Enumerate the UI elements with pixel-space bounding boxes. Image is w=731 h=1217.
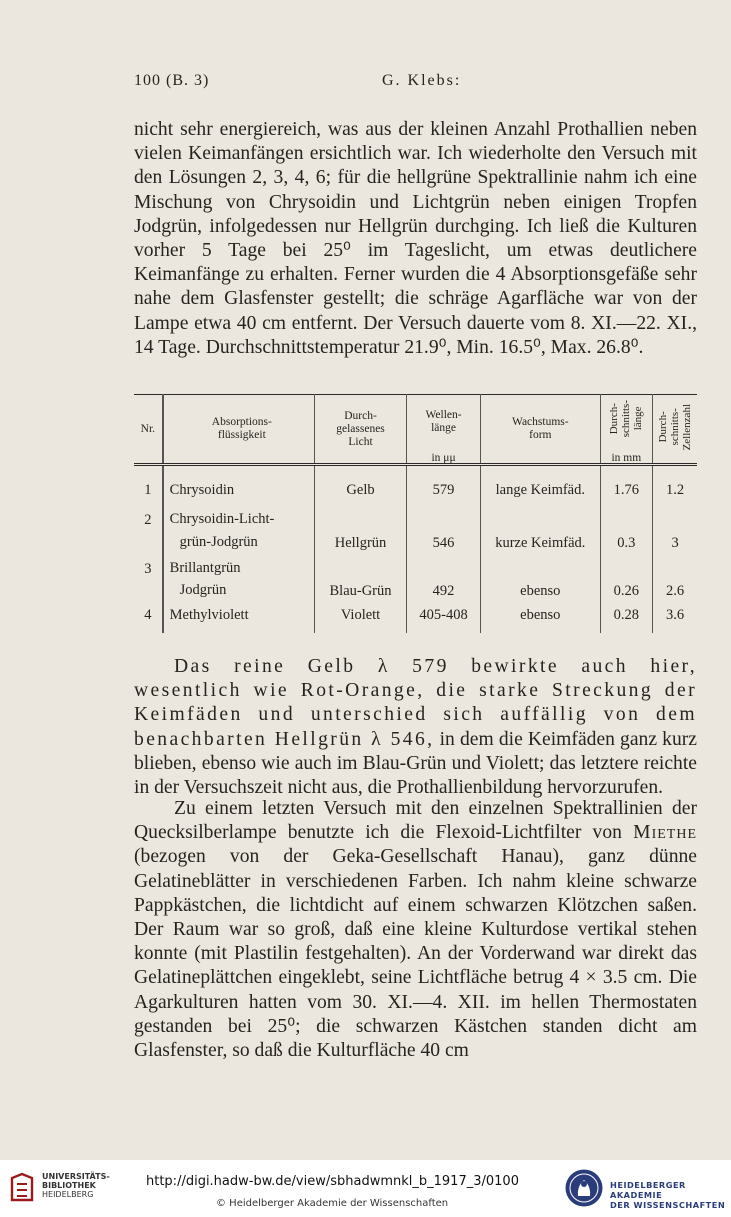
header-durchschnittslaenge bbox=[600, 395, 653, 465]
header-licht: Durch- gelassenes Licht bbox=[315, 395, 407, 465]
person-name: Miethe bbox=[633, 822, 697, 844]
header-wachstumsform: Wachstums- form bbox=[481, 395, 600, 465]
paragraph-3-after: (bezogen von der Geka-Gesellschaft Hanau), ganz dünne Gelatineblätter in verschiedenen Farben. Ich nahm kleine schwarze Pappkästchen, die lichtdicht auf einem schwarzen Klötzchen saßen. Der Raum war so groß, daß eine kleine Kulturdose vertikal stehen konnte (mit Plastilin festgehalten). An der Vorderwand war direkt das Gelatineplättchen eingeklebt, seine Lichtfläche betrug 4 × 3.5 cm. Die Agarkulturen hatten vom 30. XI.—4. XII. im hellen Thermostaten gestanden bei 25⁰; die schwarzen Kästchen standen dicht am Glasfenster, so daß die Kulturfläche 40 cm bbox=[134, 846, 697, 1062]
cell-laenge: 0.26 bbox=[600, 555, 653, 603]
paragraph-3 bbox=[134, 797, 697, 1063]
cell-absorption-line: Chrysoidin-Licht- bbox=[169, 511, 275, 527]
cell-absorption bbox=[163, 502, 315, 555]
paragraph-3-before: Zu einem letzten Versuch mit den einzelnen Spektrallinien der Quecksilberlampe benutzte ich die Flexoid-Lichtfilter von bbox=[134, 798, 697, 844]
table-row bbox=[134, 603, 697, 633]
cell-nr: 3 bbox=[134, 555, 163, 603]
cell-absorption: Methylviolett bbox=[163, 603, 315, 633]
header-zellenzahl-label: Durch- schnitts- Zellenzahl bbox=[657, 403, 694, 451]
cell-wachstum: ebenso bbox=[481, 603, 600, 633]
running-head bbox=[134, 72, 696, 96]
paragraph-3-text bbox=[134, 797, 697, 1063]
cell-wellen: 492 bbox=[407, 555, 481, 603]
cell-absorption-line: grün-Jodgrün bbox=[179, 534, 258, 550]
academy-logo-line: DER WISSENSCHAFTEN bbox=[610, 1200, 726, 1210]
cell-zellen: 3 bbox=[653, 502, 697, 555]
cell-licht: Violett bbox=[315, 603, 407, 633]
copyright-notice: © Heidelberger Akademie der Wissenschaften bbox=[216, 1198, 449, 1209]
academy-seal-icon bbox=[564, 1168, 604, 1208]
cell-licht: Gelb bbox=[315, 465, 407, 503]
header-wellenlaenge-label: Wellen- länge bbox=[425, 409, 462, 434]
footer-bar bbox=[0, 1160, 731, 1217]
page-number: 100 (B. 3) bbox=[134, 72, 210, 89]
cell-zellen: 3.6 bbox=[653, 603, 697, 633]
cell-zellen: 2.6 bbox=[653, 555, 697, 603]
academy-logo[interactable] bbox=[564, 1168, 729, 1210]
cell-laenge: 0.3 bbox=[600, 502, 653, 555]
header-durchschnittslaenge-label: Durch- schnitts- länge bbox=[608, 400, 645, 438]
header-zellenzahl bbox=[653, 395, 697, 465]
header-wellenlaenge-unit: in μμ bbox=[431, 452, 456, 464]
cell-wachstum: kurze Keimfäd. bbox=[481, 502, 600, 555]
library-logo-line: UNIVERSITÄTS- bbox=[42, 1172, 110, 1181]
header-durchschnittslaenge-unit: in mm bbox=[611, 452, 642, 464]
cell-absorption bbox=[163, 555, 315, 603]
library-logo-line: BIBLIOTHEK bbox=[42, 1181, 96, 1190]
author-header: G. Klebs: bbox=[382, 72, 462, 89]
cell-wellen: 546 bbox=[407, 502, 481, 555]
cell-wellen: 405-408 bbox=[407, 603, 481, 633]
cell-laenge: 0.28 bbox=[600, 603, 653, 633]
results-table bbox=[134, 394, 697, 633]
cell-nr: 4 bbox=[134, 603, 163, 633]
cell-licht: Hellgrün bbox=[315, 502, 407, 555]
table-row bbox=[134, 502, 697, 555]
university-library-logo[interactable] bbox=[8, 1170, 128, 1210]
academy-logo-line: HEIDELBERGER AKADEMIE bbox=[610, 1180, 686, 1200]
cell-laenge: 1.76 bbox=[600, 465, 653, 503]
table-row bbox=[134, 465, 697, 503]
header-nr: Nr. bbox=[134, 395, 163, 465]
header-absorption: Absorptions- flüssigkeit bbox=[163, 395, 315, 465]
cell-wellen: 579 bbox=[407, 465, 481, 503]
paragraph-2 bbox=[134, 655, 697, 800]
library-logo-line: HEIDELBERG bbox=[42, 1190, 94, 1199]
cell-zellen: 1.2 bbox=[653, 465, 697, 503]
paragraph-2-rest: in dem die Keimfäden ganz kurz blieben, ebenso wie auch im Blau-Grün und Violett; das letztere reichte in der Versuchszeit nicht aus, die Prothallienbildung hervorzurufen. bbox=[134, 728, 697, 799]
document-url-link[interactable]: http://digi.hadw-bw.de/view/sbhadwmnkl_b_1917_3/0100 bbox=[146, 1174, 519, 1189]
table-row bbox=[134, 555, 697, 603]
paragraph-1-text: nicht sehr energiereich, was aus der kleinen Anzahl Prothallien neben vielen Keimanfängen ersichtlich war. Ich wiederholte den Versuch mit den Lösungen 2, 3, 4, 6; für die hellgrüne Spektrallinie nahm ich eine Mischung von Chrysoidin und Lichtgrün neben einigen Tropfen Jodgrün, infolgedessen nur Hellgrün durchging. Ich ließ die Kulturen vorher 5 Tage bei 25⁰ im Tageslicht, um etwas deutlichere Keimanfänge zu erhalten. Ferner wurden die 4 Absorptionsgefäße sehr nahe dem Glasfenster gestellt; die schräge Agarfläche war von der Lampe etwa 40 cm entfernt. Der Versuch dauerte vom 8. XI.—22. XI., 14 Tage. Durchschnittstemperatur 21.9⁰, Min. 16.5⁰, Max. 26.8⁰. bbox=[134, 119, 697, 358]
cell-wachstum: lange Keimfäd. bbox=[481, 465, 600, 503]
spaced-emphasis: Das reine Gelb λ 579 bewirkte auch hier, wesentlich wie Rot-Orange, die starke Streckung der Keimfäden und unterschied sich auffällig von dem benachbarten Hellgrün λ 546, bbox=[134, 656, 697, 750]
paragraph-1 bbox=[134, 118, 697, 360]
cell-absorption-line: Brillantgrün bbox=[169, 560, 241, 576]
cell-nr: 1 bbox=[134, 465, 163, 503]
academy-logo-text bbox=[610, 1180, 729, 1210]
cell-absorption-line: Jodgrün bbox=[179, 582, 227, 598]
header-wellenlaenge bbox=[407, 395, 481, 465]
cell-absorption: Chrysoidin bbox=[163, 465, 315, 503]
cell-wachstum: ebenso bbox=[481, 555, 600, 603]
paragraph-2-text bbox=[134, 655, 697, 800]
library-logo-text bbox=[42, 1172, 110, 1199]
library-mark-icon bbox=[8, 1172, 36, 1204]
cell-nr: 2 bbox=[134, 502, 163, 555]
cell-licht: Blau-Grün bbox=[315, 555, 407, 603]
